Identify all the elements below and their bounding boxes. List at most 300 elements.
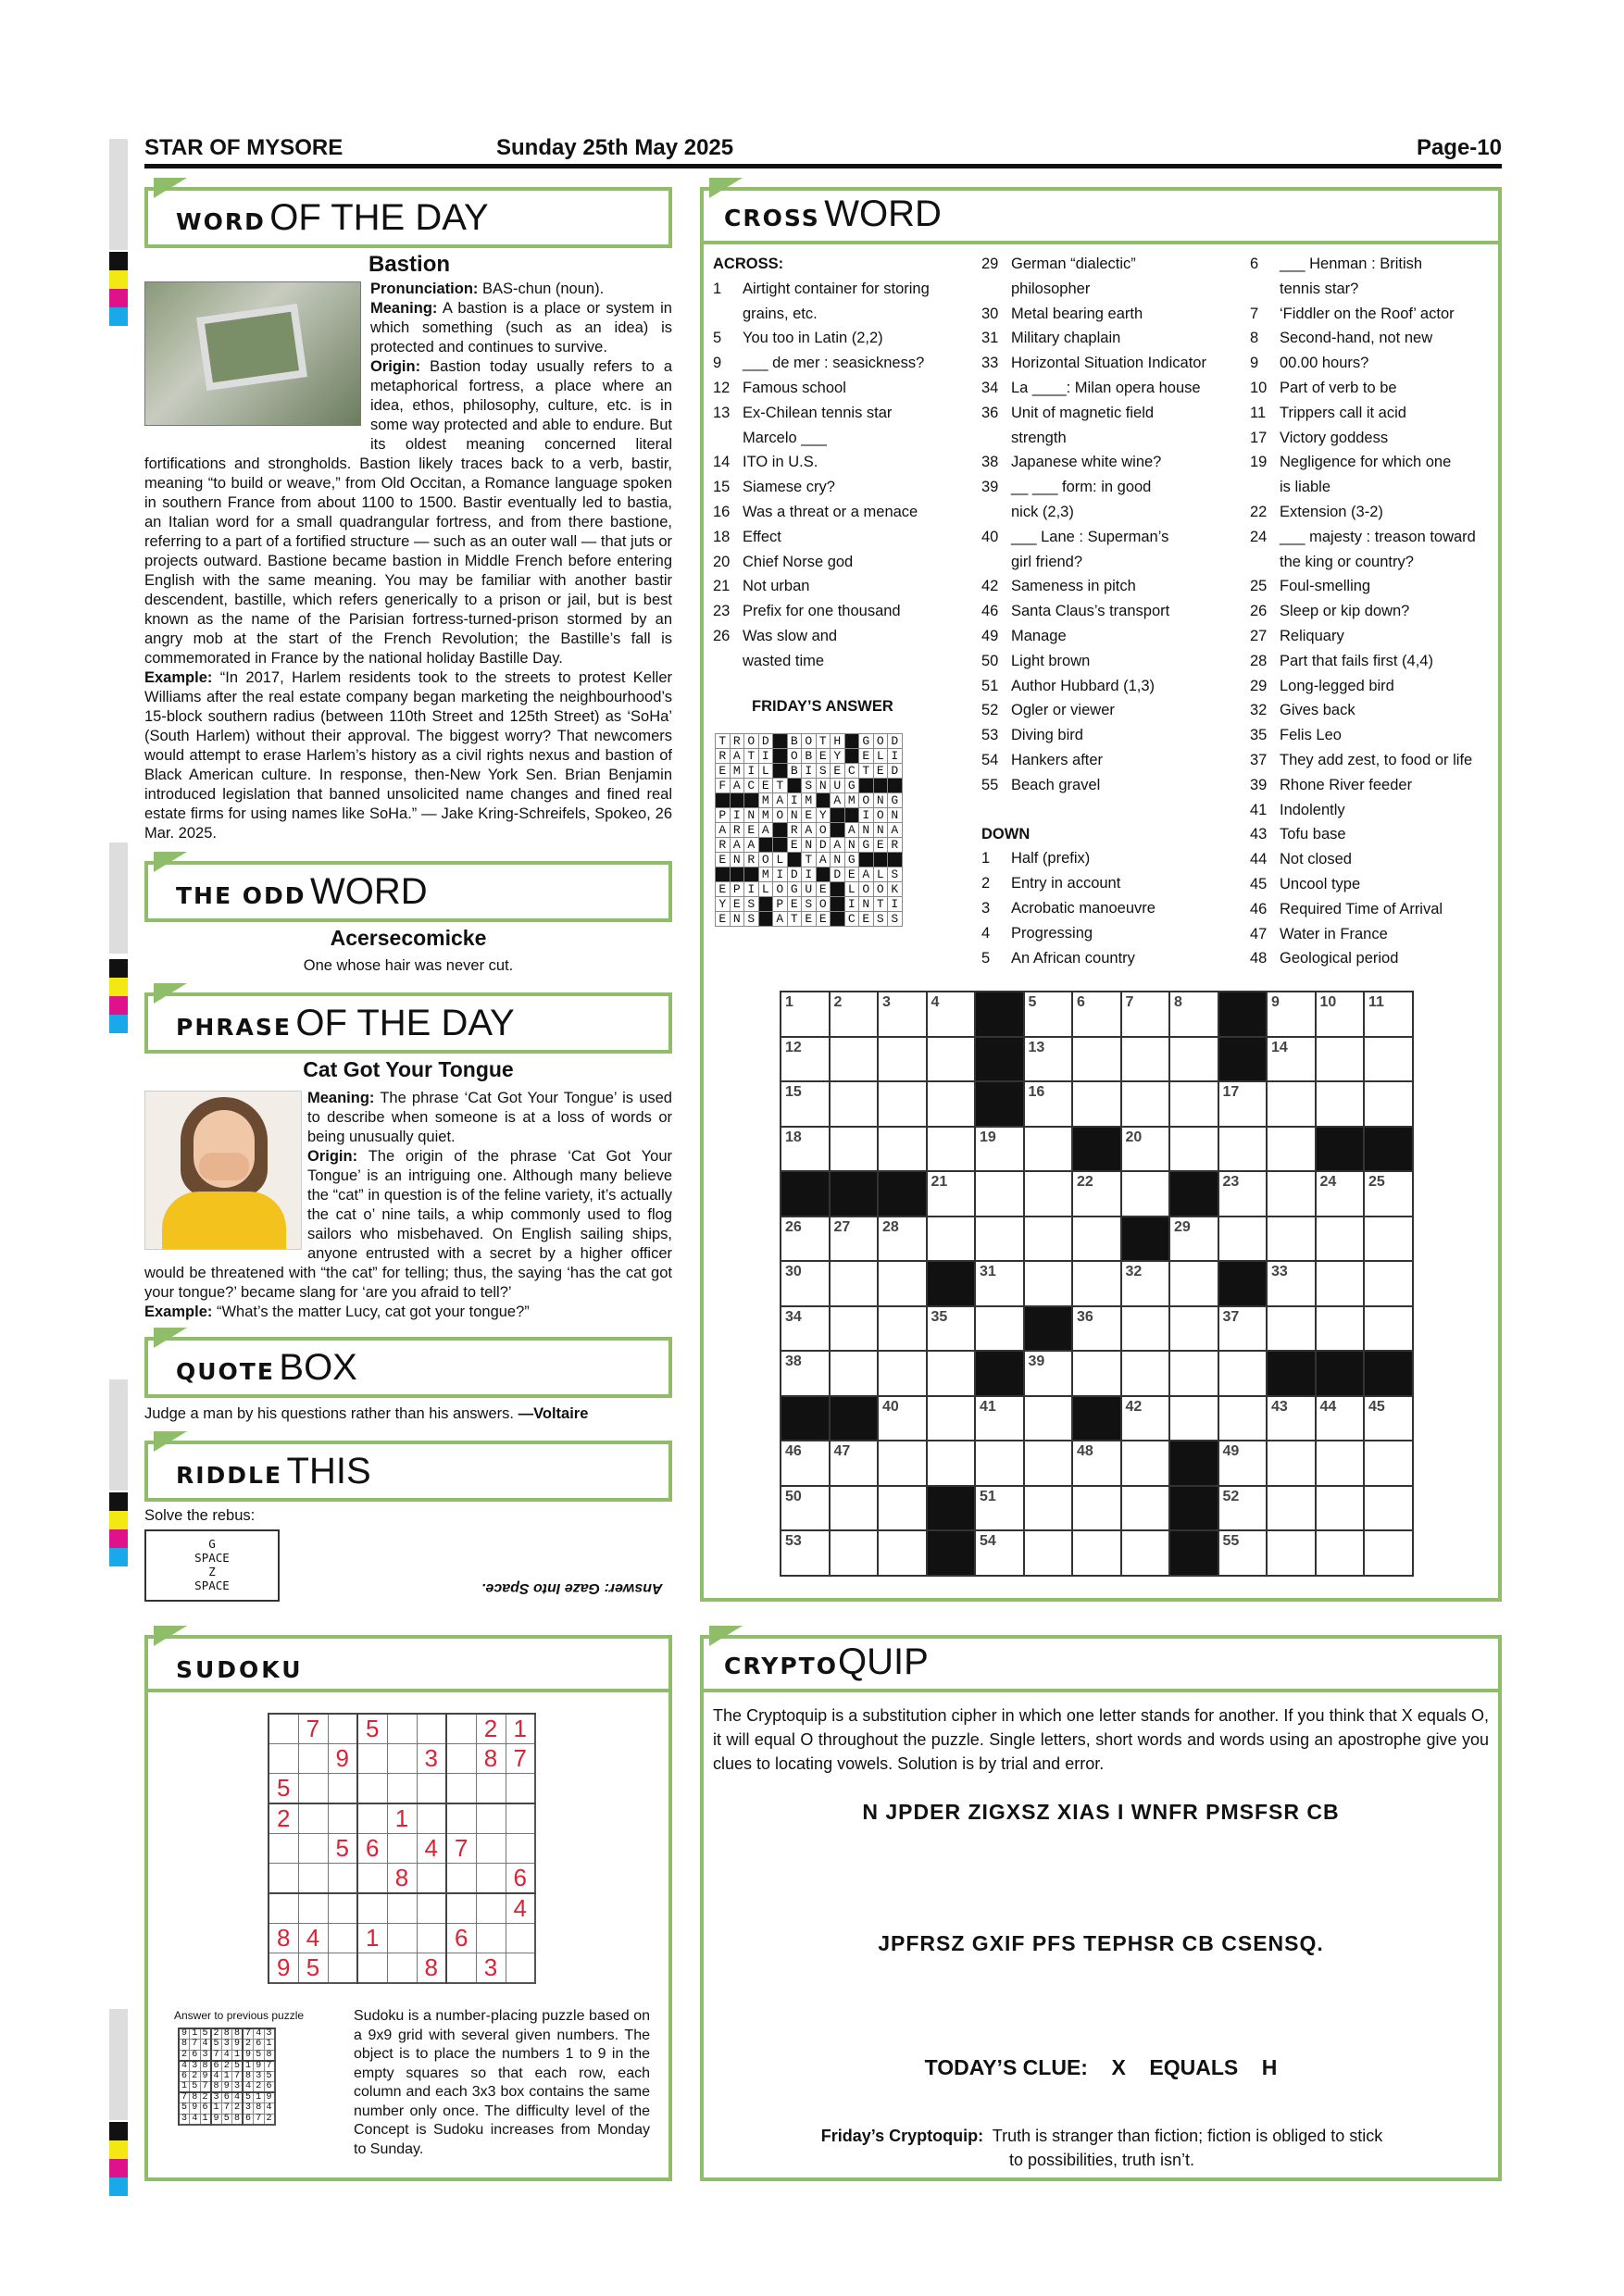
crossword-cell[interactable]: 32 xyxy=(1121,1261,1170,1306)
crossword-cell[interactable] xyxy=(1267,1441,1316,1486)
crossword-cell[interactable] xyxy=(927,1351,976,1396)
crossword-cell[interactable] xyxy=(878,1127,927,1172)
sudoku-cell[interactable] xyxy=(328,1924,357,1953)
clue-number: 5 xyxy=(981,949,991,967)
crossword-cell[interactable] xyxy=(1121,1171,1170,1217)
clue xyxy=(981,500,1206,525)
answer-cell: O xyxy=(773,882,788,897)
color-swatch-strip xyxy=(109,252,128,326)
crossword-cell[interactable]: 25 xyxy=(1364,1171,1413,1217)
sudoku-cell[interactable] xyxy=(446,1864,476,1894)
answer-cell: T xyxy=(873,897,888,912)
answer-cell: O xyxy=(873,734,888,749)
crossword-cell[interactable] xyxy=(1316,1081,1365,1127)
sudoku-cell[interactable] xyxy=(476,1774,506,1804)
sudoku-cell[interactable] xyxy=(357,1744,387,1774)
crossword-cell[interactable]: 28 xyxy=(878,1217,927,1262)
crossword-cell[interactable] xyxy=(1169,1127,1218,1172)
crossword-header xyxy=(700,187,1502,244)
prev-sudoku-cell: 1 xyxy=(179,2082,190,2093)
crossword-block xyxy=(1316,1351,1365,1396)
sudoku-cell[interactable] xyxy=(298,1744,328,1774)
sudoku-cell[interactable] xyxy=(269,1744,298,1774)
clue-text: Chief Norse god xyxy=(743,553,854,570)
crossword-cell[interactable] xyxy=(878,1441,927,1486)
answer-block xyxy=(773,749,788,764)
crossword-cell[interactable]: 16 xyxy=(1024,1081,1073,1127)
page-number: Page-10 xyxy=(1416,135,1502,160)
crossword-cell[interactable] xyxy=(975,1306,1024,1352)
sudoku-cell[interactable] xyxy=(506,1774,535,1804)
crossword-cell[interactable] xyxy=(927,1037,976,1082)
crossword-cell[interactable] xyxy=(1364,1081,1413,1127)
sudoku-cell[interactable] xyxy=(417,1774,446,1804)
crossword-cell[interactable] xyxy=(878,1081,927,1127)
clue-text: Hankers after xyxy=(1011,751,1104,768)
crossword-cell[interactable] xyxy=(1024,1171,1073,1217)
fridays-answer: Truth is stranger than fiction; fiction is obliged to stick to possibilities, truth isn’t. xyxy=(992,2127,1383,2169)
prev-answer-label: Answer to previous puzzle xyxy=(174,2009,305,2022)
clue xyxy=(713,302,930,327)
sudoku-cell[interactable] xyxy=(476,1803,506,1834)
clue-text: Not closed xyxy=(1280,851,1352,868)
crossword-cell[interactable] xyxy=(975,1171,1024,1217)
crossword-cell[interactable] xyxy=(878,1530,927,1576)
clue xyxy=(713,550,930,575)
sudoku-cell[interactable] xyxy=(417,1714,446,1744)
crossword-cell[interactable]: 29 xyxy=(1169,1217,1218,1262)
crossword-cell[interactable]: 54 xyxy=(975,1530,1024,1576)
clue-text: Ex-Chilean tennis star xyxy=(743,404,893,421)
crossword-cell[interactable]: 17 xyxy=(1218,1081,1268,1127)
crossword-cell[interactable]: 44 xyxy=(1316,1396,1365,1441)
sudoku-cell[interactable] xyxy=(357,1953,387,1984)
clue xyxy=(1250,351,1476,376)
sudoku-cell[interactable] xyxy=(417,1864,446,1894)
crossword-cell[interactable] xyxy=(1024,1127,1073,1172)
crossword-cell[interactable] xyxy=(830,1127,879,1172)
crossword-cell[interactable] xyxy=(1316,1261,1365,1306)
sudoku-cell[interactable] xyxy=(446,1893,476,1924)
clue xyxy=(981,946,1206,971)
crossword-cell[interactable]: 27 xyxy=(830,1217,879,1262)
crossword-cell[interactable]: 7 xyxy=(1121,992,1170,1037)
answer-cell: E xyxy=(831,764,845,779)
sudoku-cell[interactable] xyxy=(298,1893,328,1924)
crossword-cell[interactable] xyxy=(927,1217,976,1262)
sudoku-cell[interactable] xyxy=(328,1893,357,1924)
crossword-cell[interactable]: 53 xyxy=(781,1530,830,1576)
clue-text: Metal bearing earth xyxy=(1011,305,1143,322)
answer-cell: F xyxy=(716,779,731,793)
clue xyxy=(1250,798,1476,823)
crossword-cell[interactable] xyxy=(878,1261,927,1306)
answer-cell: E xyxy=(859,749,874,764)
crossword-cell[interactable] xyxy=(1364,1217,1413,1262)
sudoku-cell[interactable] xyxy=(387,1893,417,1924)
answer-block xyxy=(816,867,831,882)
clue-text: __ ___ form: in good xyxy=(1011,479,1152,496)
answer-cell: E xyxy=(787,897,802,912)
sudoku-cell[interactable] xyxy=(387,1924,417,1953)
sudoku-cell[interactable] xyxy=(298,1834,328,1864)
prev-sudoku-cell: 5 xyxy=(243,2092,254,2103)
crossword-cell[interactable] xyxy=(830,1261,879,1306)
crossword-cell[interactable]: 46 xyxy=(781,1441,830,1486)
crossword-cell[interactable] xyxy=(1267,1486,1316,1531)
crossword-cell[interactable] xyxy=(1169,1396,1218,1441)
crossword-cell[interactable] xyxy=(975,1441,1024,1486)
sudoku-cell[interactable] xyxy=(446,1774,476,1804)
crossword-cell[interactable] xyxy=(1267,1217,1316,1262)
crossword-cell[interactable]: 41 xyxy=(975,1396,1024,1441)
sudoku-cell[interactable] xyxy=(328,1714,357,1744)
crossword-cell[interactable] xyxy=(1169,1306,1218,1352)
crossword-cell[interactable]: 30 xyxy=(781,1261,830,1306)
sudoku-cell[interactable] xyxy=(446,1744,476,1774)
crossword-cell[interactable] xyxy=(1121,1351,1170,1396)
pronunciation: BAS-chun (noun). xyxy=(482,281,605,297)
crossword-cell[interactable] xyxy=(1364,1306,1413,1352)
crossword-block xyxy=(1169,1441,1218,1486)
clue-text: Sameness in pitch xyxy=(1011,578,1136,595)
crossword-block xyxy=(1364,1127,1413,1172)
crossword-cell[interactable]: 6 xyxy=(1072,992,1121,1037)
prev-sudoku-cell: 7 xyxy=(179,2092,190,2103)
clue xyxy=(1250,599,1476,624)
odd-word: Acersecomicke xyxy=(330,926,487,950)
sudoku-cell[interactable] xyxy=(506,1924,535,1953)
answer-cell: P xyxy=(716,808,731,823)
word-of-day-header xyxy=(144,187,672,248)
answer-cell: A xyxy=(888,823,903,838)
sudoku-cell: 2 xyxy=(269,1803,298,1834)
crossword-cell[interactable] xyxy=(878,1351,927,1396)
crossword-cell[interactable] xyxy=(1218,1127,1268,1172)
answer-cell: S xyxy=(888,867,903,882)
cryptoquip-header xyxy=(700,1635,1502,1692)
crossword-cell[interactable] xyxy=(1121,1081,1170,1127)
clue-number: 9 xyxy=(1250,355,1259,372)
crossword-cell[interactable] xyxy=(1316,1037,1365,1082)
crossword-cell[interactable] xyxy=(1024,1486,1073,1531)
crossword-cell[interactable]: 51 xyxy=(975,1486,1024,1531)
crossword-cell[interactable]: 52 xyxy=(1218,1486,1268,1531)
sudoku-cell[interactable] xyxy=(357,1893,387,1924)
prev-sudoku-cell: 9 xyxy=(200,2071,211,2082)
prev-sudoku-cell: 7 xyxy=(232,2071,244,2082)
crossword-cell[interactable]: 24 xyxy=(1316,1171,1365,1217)
crossword-cell[interactable] xyxy=(830,1306,879,1352)
crossword-cell[interactable]: 3 xyxy=(878,992,927,1037)
answer-cell: G xyxy=(888,793,903,808)
sudoku-cell[interactable] xyxy=(298,1864,328,1894)
crossword-cell[interactable] xyxy=(927,1441,976,1486)
sudoku-cell[interactable] xyxy=(446,1714,476,1744)
crossword-cell[interactable]: 14 xyxy=(1267,1037,1316,1082)
sudoku-cell[interactable] xyxy=(476,1893,506,1924)
crossword-cell[interactable] xyxy=(1121,1486,1170,1531)
crossword-cell[interactable] xyxy=(1364,1441,1413,1486)
crossword-cell[interactable] xyxy=(1072,1530,1121,1576)
crossword-cell[interactable] xyxy=(1267,1171,1316,1217)
crossword-block xyxy=(1316,1127,1365,1172)
crossword-cell[interactable] xyxy=(1218,1396,1268,1441)
sudoku-cell: 6 xyxy=(506,1864,535,1894)
crossword-cell[interactable]: 12 xyxy=(781,1037,830,1082)
crossword-cell[interactable] xyxy=(830,1351,879,1396)
clue-text: Trippers call it acid xyxy=(1280,404,1406,421)
crossword-cell[interactable] xyxy=(830,1486,879,1531)
crossword-cell[interactable]: 43 xyxy=(1267,1396,1316,1441)
crossword-cell[interactable] xyxy=(1267,1306,1316,1352)
crossword-cell[interactable]: 26 xyxy=(781,1217,830,1262)
answer-cell: A xyxy=(773,793,788,808)
clue xyxy=(1250,426,1476,451)
crossword-block xyxy=(781,1171,830,1217)
sudoku-cell[interactable] xyxy=(387,1953,417,1984)
answer-cell: B xyxy=(802,749,817,764)
prev-sudoku-cell: 3 xyxy=(264,2028,275,2040)
sudoku-cell[interactable] xyxy=(328,1803,357,1834)
answer-cell: A xyxy=(844,823,859,838)
sudoku-cell: 4 xyxy=(298,1924,328,1953)
crossword-cell[interactable]: 37 xyxy=(1218,1306,1268,1352)
crossword-cell[interactable] xyxy=(1024,1396,1073,1441)
crossword-cell[interactable] xyxy=(1316,1306,1365,1352)
crossword-cell[interactable]: 1 xyxy=(781,992,830,1037)
crossword-cell[interactable] xyxy=(1169,1261,1218,1306)
sudoku-cell[interactable] xyxy=(298,1803,328,1834)
answer-cell: S xyxy=(873,912,888,927)
crossword-cell[interactable] xyxy=(878,1306,927,1352)
sudoku-cell[interactable] xyxy=(476,1924,506,1953)
meaning: The phrase ‘Cat Got Your Tongue’ is used to describe when someone is at a loss of words or being unusually quiet. xyxy=(307,1090,672,1145)
crossword-cell[interactable] xyxy=(927,1081,976,1127)
crossword-cell[interactable]: 39 xyxy=(1024,1351,1073,1396)
clue-number: 28 xyxy=(1250,652,1268,669)
crossword-cell[interactable]: 2 xyxy=(830,992,879,1037)
crossword-cell[interactable] xyxy=(1218,1351,1268,1396)
sudoku-cell[interactable] xyxy=(417,1893,446,1924)
sudoku-cell[interactable] xyxy=(269,1714,298,1744)
clue xyxy=(1250,698,1476,723)
sudoku-cell[interactable] xyxy=(446,1803,476,1834)
header-rest: WORD xyxy=(824,193,942,234)
crossword-cell[interactable] xyxy=(1072,1081,1121,1127)
crossword-cell[interactable]: 18 xyxy=(781,1127,830,1172)
answer-block xyxy=(787,779,802,793)
answer-block xyxy=(873,779,888,793)
answer-cell: N xyxy=(873,793,888,808)
prev-sudoku-cell: 3 xyxy=(243,2103,254,2115)
crossword-cell[interactable] xyxy=(1316,1217,1365,1262)
crossword-cell[interactable]: 42 xyxy=(1121,1396,1170,1441)
sudoku-cell: 8 xyxy=(387,1864,417,1894)
sudoku-cell[interactable] xyxy=(269,1834,298,1864)
crossword-cell[interactable] xyxy=(1169,1037,1218,1082)
crossword-cell[interactable]: 34 xyxy=(781,1306,830,1352)
sudoku-cell[interactable] xyxy=(387,1714,417,1744)
crossword-cell[interactable]: 47 xyxy=(830,1441,879,1486)
crossword-cell[interactable]: 33 xyxy=(1267,1261,1316,1306)
prev-sudoku-cell: 6 xyxy=(200,2103,211,2115)
crossword-cell[interactable]: 50 xyxy=(781,1486,830,1531)
crossword-cell[interactable] xyxy=(1364,1261,1413,1306)
answer-cell: E xyxy=(730,897,744,912)
clue-text: Was slow and xyxy=(743,627,838,644)
prev-sudoku-cell: 7 xyxy=(200,2082,211,2093)
crossword-block xyxy=(1024,1306,1073,1352)
crossword-cell[interactable] xyxy=(1024,1217,1073,1262)
crossword-cell[interactable] xyxy=(1121,1306,1170,1352)
sudoku-cell[interactable] xyxy=(269,1864,298,1894)
sudoku-cell[interactable] xyxy=(417,1803,446,1834)
crossword-cell[interactable] xyxy=(1267,1530,1316,1576)
quote-author: —Voltaire xyxy=(518,1405,589,1422)
crossword-cell[interactable] xyxy=(1121,1530,1170,1576)
sudoku-cell[interactable] xyxy=(506,1834,535,1864)
sudoku-cell[interactable] xyxy=(298,1774,328,1804)
sudoku-cell[interactable] xyxy=(357,1803,387,1834)
sudoku-cell[interactable] xyxy=(269,1893,298,1924)
crossword-cell[interactable]: 40 xyxy=(878,1396,927,1441)
answer-cell: N xyxy=(859,823,874,838)
sudoku-cell[interactable] xyxy=(506,1953,535,1984)
sudoku-cell[interactable] xyxy=(476,1834,506,1864)
crossword-cell[interactable] xyxy=(1072,1351,1121,1396)
clue-text: Diving bird xyxy=(1011,727,1083,744)
crossword-cell[interactable]: 8 xyxy=(1169,992,1218,1037)
answer-cell: L xyxy=(873,749,888,764)
sudoku-cell[interactable] xyxy=(446,1953,476,1984)
crossword-cell[interactable] xyxy=(1024,1261,1073,1306)
clue-text: Unit of magnetic field xyxy=(1011,404,1155,421)
crossword-cell[interactable] xyxy=(1072,1261,1121,1306)
sudoku-cell[interactable] xyxy=(387,1774,417,1804)
answer-cell: M xyxy=(758,808,773,823)
sudoku-cell[interactable] xyxy=(328,1953,357,1984)
rebus-line: SPACE xyxy=(194,1578,230,1592)
crossword-cell[interactable] xyxy=(878,1037,927,1082)
answer-cell: A xyxy=(730,779,744,793)
crossword-cell[interactable]: 22 xyxy=(1072,1171,1121,1217)
sudoku-cell[interactable] xyxy=(387,1744,417,1774)
crossword-cell[interactable]: 35 xyxy=(927,1306,976,1352)
crossword-cell[interactable]: 19 xyxy=(975,1127,1024,1172)
clue xyxy=(713,426,930,451)
clue-text: Negligence for which one xyxy=(1280,454,1452,471)
clue-text: ___ majesty : treason toward xyxy=(1280,528,1476,545)
crossword-cell[interactable]: 11 xyxy=(1364,992,1413,1037)
crossword-cell[interactable] xyxy=(830,1037,879,1082)
clue xyxy=(1250,649,1476,674)
crossword-cell[interactable] xyxy=(1364,1486,1413,1531)
crossword-cell[interactable] xyxy=(1072,1037,1121,1082)
label: Origin: xyxy=(370,358,421,375)
clue xyxy=(981,674,1206,699)
crossword-cell[interactable] xyxy=(1364,1037,1413,1082)
sudoku-cell[interactable] xyxy=(357,1774,387,1804)
clue xyxy=(981,302,1206,327)
crossword-cell[interactable]: 4 xyxy=(927,992,976,1037)
sudoku-cell[interactable] xyxy=(357,1864,387,1894)
color-swatch-strip xyxy=(109,1492,128,1566)
clue xyxy=(981,475,1206,500)
sudoku-cell[interactable] xyxy=(328,1774,357,1804)
crossword-cell[interactable] xyxy=(1072,1217,1121,1262)
crossword-cell[interactable] xyxy=(830,1081,879,1127)
clue-text: Author Hubbard (1,3) xyxy=(1011,677,1156,694)
crossword-cell[interactable]: 10 xyxy=(1316,992,1365,1037)
crossword-cell[interactable] xyxy=(1218,1217,1268,1262)
clue-number: 14 xyxy=(713,454,731,471)
sudoku-cell[interactable] xyxy=(387,1834,417,1864)
prev-sudoku-cell: 8 xyxy=(179,2040,190,2051)
crossword-cell[interactable]: 20 xyxy=(1121,1127,1170,1172)
sudoku-cell[interactable] xyxy=(476,1864,506,1894)
crossword-cell[interactable]: 55 xyxy=(1218,1530,1268,1576)
crossword-cell[interactable]: 45 xyxy=(1364,1396,1413,1441)
crossword-cell[interactable]: 21 xyxy=(927,1171,976,1217)
clue xyxy=(1250,847,1476,872)
crossword-cell[interactable] xyxy=(1121,1037,1170,1082)
cipher-line-1: N JPDER ZIGXSZ XIAS I WNFR PMSFSR CB xyxy=(862,1800,1340,1824)
prev-sudoku-cell: 1 xyxy=(190,2028,201,2040)
crossword-cell[interactable]: 36 xyxy=(1072,1306,1121,1352)
crossword-cell[interactable] xyxy=(1364,1530,1413,1576)
crossword-cell[interactable] xyxy=(1267,1127,1316,1172)
crossword-cell[interactable] xyxy=(927,1127,976,1172)
sudoku-cell[interactable] xyxy=(417,1924,446,1953)
crossword-cell[interactable]: 38 xyxy=(781,1351,830,1396)
crossword-cell[interactable]: 31 xyxy=(975,1261,1024,1306)
clue-text: Sleep or kip down? xyxy=(1280,603,1410,620)
crossword-cell[interactable] xyxy=(1169,1351,1218,1396)
sudoku-cell[interactable] xyxy=(506,1803,535,1834)
crossword-cell[interactable] xyxy=(878,1486,927,1531)
crossword-cell[interactable] xyxy=(830,1530,879,1576)
clue-number: 35 xyxy=(1250,727,1268,744)
crossword-cell[interactable] xyxy=(1024,1441,1073,1486)
prev-sudoku-cell: 5 xyxy=(232,2061,244,2072)
crossword-cell[interactable] xyxy=(1316,1530,1365,1576)
clue-number: 19 xyxy=(1250,454,1268,471)
answer-cell: O xyxy=(859,882,874,897)
answer-block xyxy=(758,838,773,853)
header-bold: WORD xyxy=(176,208,266,235)
crossword-cell[interactable]: 15 xyxy=(781,1081,830,1127)
crossword-cell[interactable] xyxy=(1267,1081,1316,1127)
crossword-cell[interactable]: 23 xyxy=(1218,1171,1268,1217)
crossword-cell[interactable]: 13 xyxy=(1024,1037,1073,1082)
crossword-cell[interactable]: 5 xyxy=(1024,992,1073,1037)
crossword-cell[interactable] xyxy=(927,1396,976,1441)
clue xyxy=(981,351,1206,376)
sudoku-cell[interactable] xyxy=(328,1864,357,1894)
crossword-cell[interactable] xyxy=(1316,1441,1365,1486)
crossword-cell[interactable]: 49 xyxy=(1218,1441,1268,1486)
crossword-cell[interactable] xyxy=(1121,1441,1170,1486)
crossword-cell[interactable] xyxy=(975,1217,1024,1262)
crossword-cell[interactable] xyxy=(1169,1081,1218,1127)
crossword-cell[interactable]: 48 xyxy=(1072,1441,1121,1486)
crossword-cell[interactable] xyxy=(1024,1530,1073,1576)
crossword-cell[interactable] xyxy=(1316,1486,1365,1531)
crossword-cell[interactable] xyxy=(1072,1486,1121,1531)
crossword-cell[interactable]: 9 xyxy=(1267,992,1316,1037)
answer-cell: S xyxy=(744,897,759,912)
